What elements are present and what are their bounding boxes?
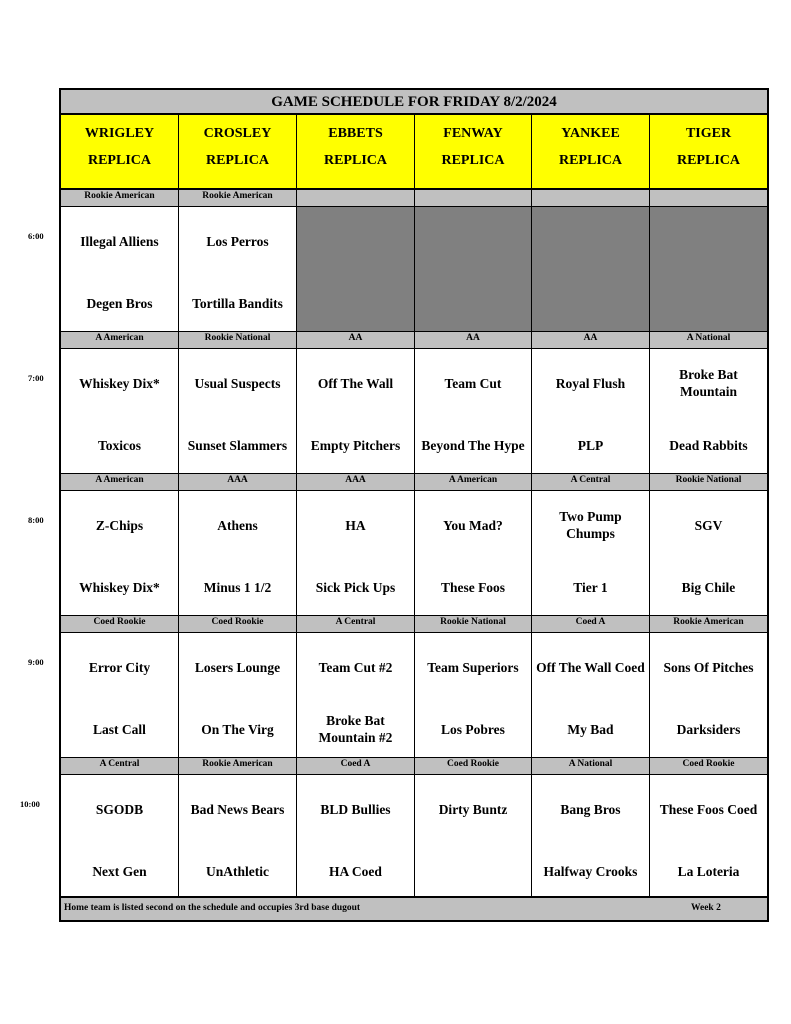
away-team: Dirty Buntz	[438, 801, 508, 817]
field-subtitle: REPLICA	[323, 153, 387, 168]
home-team: PLP	[577, 437, 604, 453]
home-team: Next Gen	[92, 863, 147, 879]
division-label: Rookie American	[179, 189, 297, 207]
field-name: WRIGLEY	[84, 126, 155, 141]
game-cell	[532, 491, 650, 615]
home-team: Sunset Slammers	[187, 437, 288, 453]
division-label: A Central	[297, 615, 415, 633]
away-team: BLD Bullies	[320, 801, 391, 817]
field-header	[179, 115, 297, 189]
time-label: 10:00	[20, 799, 40, 809]
away-team: These Foos Coed	[659, 801, 758, 817]
field-header	[532, 115, 650, 189]
home-team: Toxicos	[97, 437, 141, 453]
game-cell	[179, 491, 297, 615]
game-cell	[650, 775, 767, 899]
game-cell	[297, 349, 415, 473]
field-header	[415, 115, 532, 189]
game-cell	[179, 207, 297, 331]
home-team: Dead Rabbits	[669, 437, 748, 453]
division-label: Rookie National	[650, 473, 767, 491]
home-team: Beyond The Hype	[421, 437, 525, 453]
division-label: Rookie National	[415, 615, 532, 633]
home-team: La Loteria	[677, 863, 740, 879]
field-header	[650, 115, 767, 189]
division-label: A National	[532, 757, 650, 775]
schedule-title: GAME SCHEDULE FOR FRIDAY 8/2/2024	[61, 90, 767, 115]
away-team: Off The Wall Coed	[536, 659, 645, 675]
game-cell	[532, 349, 650, 473]
field-subtitle: REPLICA	[558, 153, 622, 168]
home-team: These Foos	[440, 579, 506, 595]
away-team: Bang Bros	[560, 801, 621, 817]
away-team: Illegal Alliens	[80, 233, 159, 249]
away-team: Whiskey Dix*	[79, 375, 160, 391]
game-cell	[650, 349, 767, 473]
division-label: Coed Rookie	[415, 757, 532, 775]
home-team: Whiskey Dix*	[79, 579, 160, 595]
division-label: Coed A	[297, 757, 415, 775]
division-label: Coed Rookie	[650, 757, 767, 775]
division-label: Rookie National	[179, 331, 297, 349]
home-team: Degen Bros	[86, 295, 153, 311]
home-team: Empty Pitchers	[310, 437, 401, 453]
division-label: Rookie American	[650, 615, 767, 633]
division-label: Coed Rookie	[179, 615, 297, 633]
time-label: 9:00	[28, 657, 44, 667]
away-team: HA	[345, 517, 366, 533]
schedule-footer	[61, 896, 767, 920]
field-name: FENWAY	[443, 126, 503, 141]
division-label: AA	[297, 331, 415, 349]
home-team: On The Virg	[201, 721, 274, 737]
away-team: Sons Of Pitches	[663, 659, 754, 675]
away-team: Z-Chips	[95, 517, 144, 533]
home-team: Halfway Crooks	[543, 863, 638, 879]
division-label: A American	[61, 331, 179, 349]
home-team: Tier 1	[573, 579, 608, 595]
field-name: YANKEE	[561, 126, 620, 141]
division-label	[415, 189, 532, 207]
field-header	[297, 115, 415, 189]
division-label: AAA	[297, 473, 415, 491]
away-team: Royal Flush	[555, 375, 626, 391]
game-cell	[61, 633, 179, 757]
field-subtitle: REPLICA	[441, 153, 505, 168]
schedule-table	[59, 88, 769, 922]
time-label: 6:00	[28, 231, 44, 241]
week-label: Week 2	[691, 903, 721, 913]
empty-slot	[532, 207, 650, 331]
footer-note: Home team is listed second on the schedule and occupies 3rd base dugout	[64, 903, 361, 913]
game-cell	[415, 633, 532, 757]
away-team: Two Pump Chumps	[559, 509, 622, 541]
division-label: Rookie American	[179, 757, 297, 775]
home-team: UnAthletic	[206, 863, 269, 879]
home-team: Big Chile	[681, 579, 736, 595]
game-cell	[532, 633, 650, 757]
home-team: Broke Bat Mountain #2	[318, 713, 393, 745]
game-cell	[179, 633, 297, 757]
game-cell	[650, 491, 767, 615]
away-team: Bad News Bears	[190, 801, 285, 817]
field-subtitle: REPLICA	[87, 153, 151, 168]
away-team: Athens	[217, 517, 258, 533]
game-cell	[297, 633, 415, 757]
game-cell	[415, 349, 532, 473]
division-label	[650, 189, 767, 207]
field-header	[61, 115, 179, 189]
division-label: Rookie American	[61, 189, 179, 207]
home-team: Darksiders	[676, 721, 741, 737]
home-team	[415, 853, 531, 889]
away-team: Team Cut	[444, 375, 502, 391]
game-cell	[415, 491, 532, 615]
division-label: A American	[415, 473, 532, 491]
home-team: HA Coed	[329, 863, 382, 879]
field-subtitle: REPLICA	[676, 153, 740, 168]
game-cell	[179, 349, 297, 473]
division-label: AA	[532, 331, 650, 349]
away-team: Usual Suspects	[194, 375, 281, 391]
time-label: 8:00	[28, 515, 44, 525]
field-name: CROSLEY	[203, 126, 272, 141]
division-label: A Central	[532, 473, 650, 491]
empty-slot	[415, 207, 532, 331]
home-team: Tortilla Bandits	[192, 295, 283, 311]
game-cell	[297, 491, 415, 615]
home-team: My Bad	[567, 721, 614, 737]
division-label: Coed A	[532, 615, 650, 633]
home-team: Sick Pick Ups	[315, 579, 396, 595]
away-team: Team Superiors	[427, 659, 519, 675]
away-team: Error City	[88, 659, 151, 675]
division-label	[297, 189, 415, 207]
game-cell	[61, 491, 179, 615]
game-cell	[297, 775, 415, 899]
away-team: SGV	[694, 517, 723, 533]
division-label: Coed Rookie	[61, 615, 179, 633]
away-team: Losers Lounge	[194, 659, 281, 675]
field-name: TIGER	[685, 126, 732, 141]
game-cell	[415, 775, 532, 899]
away-team: SGODB	[95, 801, 144, 817]
away-team: Team Cut #2	[318, 659, 393, 675]
away-team: Los Perros	[206, 233, 269, 249]
game-cell	[650, 633, 767, 757]
home-team: Los Pobres	[441, 721, 505, 737]
game-cell	[61, 207, 179, 331]
home-team: Last Call	[93, 721, 146, 737]
empty-slot	[650, 207, 767, 331]
game-cell	[532, 775, 650, 899]
away-team: You Mad?	[443, 517, 503, 533]
game-cell	[61, 775, 179, 899]
home-team: Minus 1 1/2	[203, 579, 272, 595]
field-subtitle: REPLICA	[205, 153, 269, 168]
division-label: AA	[415, 331, 532, 349]
division-label	[532, 189, 650, 207]
division-label: A Central	[61, 757, 179, 775]
empty-slot	[297, 207, 415, 331]
time-label: 7:00	[28, 373, 44, 383]
division-label: A American	[61, 473, 179, 491]
away-team: Broke Bat Mountain	[679, 367, 738, 399]
field-name: EBBETS	[328, 126, 383, 141]
division-label: A National	[650, 331, 767, 349]
game-cell	[179, 775, 297, 899]
division-label: AAA	[179, 473, 297, 491]
away-team: Off The Wall	[317, 375, 394, 391]
game-cell	[61, 349, 179, 473]
